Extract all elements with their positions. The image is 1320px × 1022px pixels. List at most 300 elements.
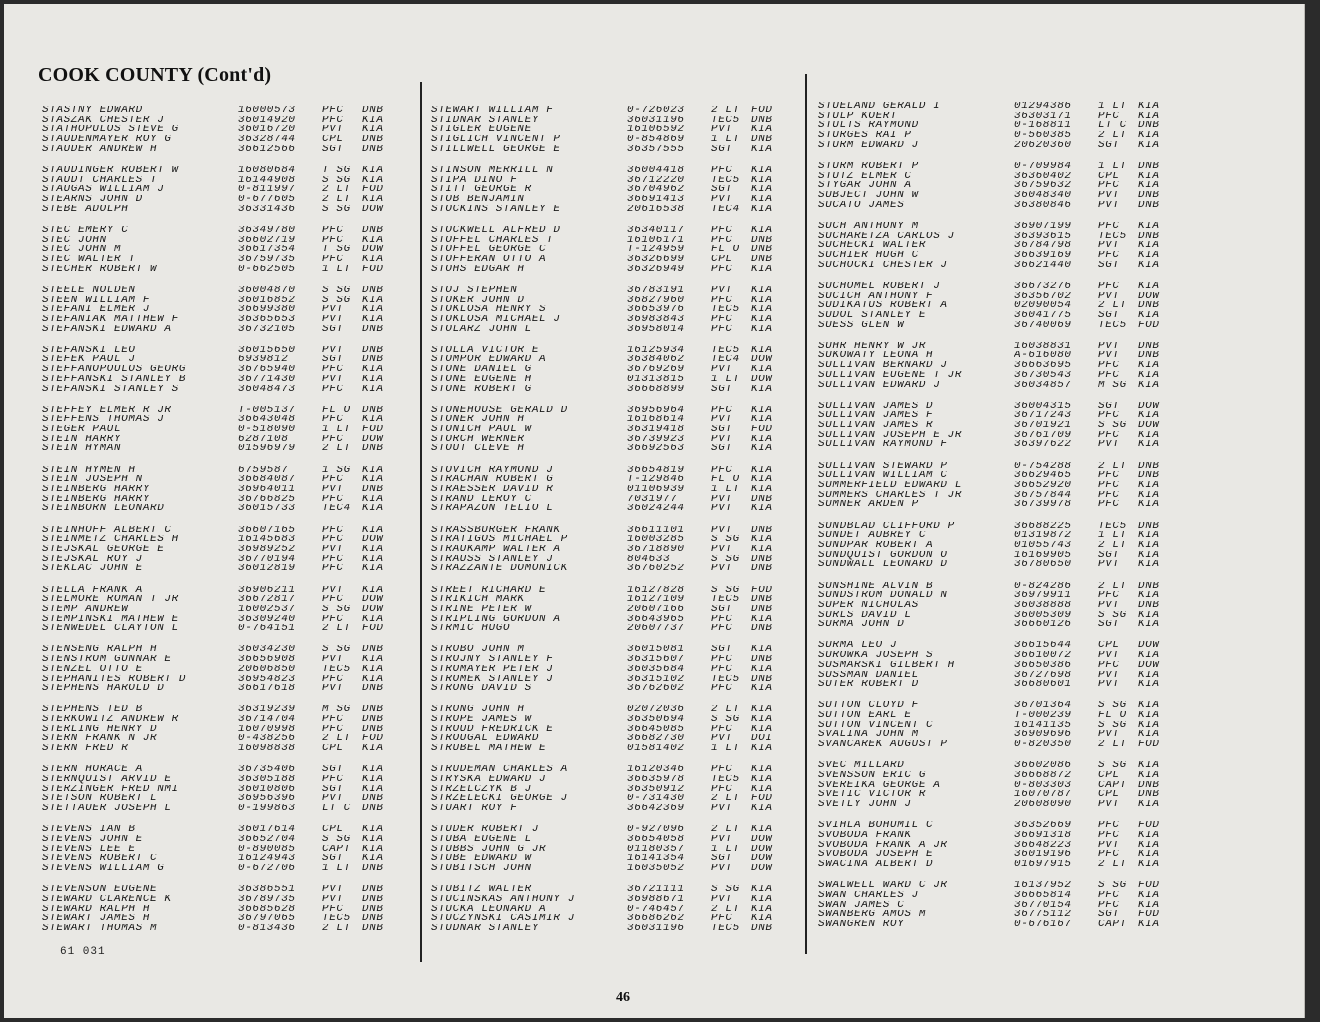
roster-group [42,885,422,933]
entry-status: DNB [1138,341,1160,352]
entry-name: SUNDET AUBREY C [818,531,927,541]
entry-status: DNB [362,894,384,905]
entry-status: KIA [1138,531,1160,541]
entry-status: DNB [1138,200,1160,211]
entry-name: STEPHENS TED B [42,705,143,716]
entry-name: STITT GEORGE R [431,185,532,195]
entry-status: KIA [1138,860,1160,870]
entry-name: STROUGAL EDWARD [431,734,540,745]
entry-grade: 2 LT [1098,461,1127,472]
entry-status: FOD [751,425,773,435]
roster-group [431,166,811,214]
entry-status: KIA [1138,440,1160,451]
entry-grade: PFC [322,365,344,375]
roster-entry [818,121,1198,131]
footer-code: 61 031 [60,946,106,958]
entry-grade: LT C [322,804,351,814]
entry-serial: 0-764151 [238,624,296,634]
entry-grade: PVT [711,834,733,845]
entry-serial: 36041775 [1014,310,1072,321]
entry-serial: 01055743 [1014,540,1072,551]
entry-serial: 0-731430 [627,794,685,805]
roster-entry [431,555,811,565]
entry-status: KIA [362,314,384,325]
entry-grade: PVT [1098,680,1120,690]
entry-serial: 16070787 [1014,790,1072,801]
entry-serial: 0-518090 [238,425,296,435]
roster-group [42,526,422,574]
entry-name: SWAN CHARLES J [818,890,919,901]
entry-grade: SGT [1098,140,1120,151]
entry-name: STEC JOHN M [42,245,122,255]
entry-serial: 16120346 [627,765,685,775]
roster-entry [42,504,422,514]
roster-entry [431,296,811,306]
entry-serial: 20608090 [1014,800,1072,810]
entry-serial: 20616538 [627,204,685,215]
entry-serial: 36989252 [238,544,296,555]
entry-grade: PVT [322,894,344,905]
roster-entry [42,624,422,634]
entry-serial: 36365653 [238,314,296,325]
roster-entry [42,116,422,126]
roster-group [818,641,1198,689]
entry-grade: PFC [711,225,733,236]
entry-name: SWANGREN ROY [818,919,905,930]
entry-grade: SGT [711,384,733,395]
entry-grade: S SG [322,175,351,186]
entry-grade: PVT [711,365,733,375]
entry-serial: 36827960 [627,295,685,306]
entry-status: KIA [362,844,384,855]
entry-status: DNB [362,405,384,416]
roster-entry [431,624,811,634]
entry-serial: 36701364 [1014,701,1072,712]
entry-name: STEEN WILLIAM F [42,295,151,306]
roster-entry [818,371,1198,381]
entry-status: KIA [1138,850,1160,860]
entry-name: STRIKICH MARK [431,595,525,605]
entry-serial: 36717243 [1014,411,1072,422]
roster-entry [431,425,811,435]
entry-serial: 36642369 [627,804,685,814]
entry-serial: 36607165 [238,525,296,536]
entry-grade: S SG [1098,421,1127,431]
roster-group [431,466,811,514]
entry-name: STEVENS LEE E [42,844,136,855]
roster-entry [42,385,422,395]
entry-grade: PFC [1098,591,1120,601]
roster-entry [431,305,811,315]
entry-name: STEBE ADOLPH [42,204,129,215]
entry-serial: 36672817 [238,595,296,605]
roster-entry [431,564,811,574]
roster-entry [42,365,422,375]
roster-entry [818,901,1198,911]
entry-serial: 16000573 [238,106,296,116]
roster-entry [431,346,811,356]
entry-name: STEFANSKI LEO [42,345,136,356]
entry-serial: 36730543 [1014,370,1072,381]
entry-serial: 16002537 [238,604,296,615]
entry-status: DNB [751,564,773,574]
entry-serial: 36019196 [1014,850,1072,860]
entry-serial: 36735406 [238,765,296,775]
roster-entry [42,794,422,804]
entry-name: SVOBODA FRANK [818,830,912,841]
entry-name: STEJSKAL ROY J [42,554,143,565]
roster-entry [431,675,811,685]
entry-name: STENZEL OTTO E [42,664,143,675]
entry-name: SUMMERS CHARLES T JR [818,490,963,501]
roster-entry [818,201,1198,211]
roster-entry [42,545,422,555]
entry-serial: 7031977 [627,494,678,505]
entry-serial: 36326699 [627,254,685,265]
entry-name: STEFFEY ELMER R JR [42,405,172,416]
entry-name: STIGLER EUGENE [431,125,532,136]
roster-group [431,406,811,454]
roster-entry [42,854,422,864]
entry-status: KIA [1138,250,1160,261]
entry-status: KIA [1138,591,1160,601]
entry-grade: PFC [711,324,733,335]
entry-serial: 36340117 [627,225,685,236]
entry-name: SUCICH ANTHONY F [818,291,934,302]
entry-serial: 36909696 [1014,730,1072,741]
entry-status: DNB [751,525,773,536]
entry-name: STRUDEMAN CHARLES A [431,765,568,775]
entry-serial: 36004870 [238,285,296,296]
entry-status: DNB [1138,521,1160,532]
entry-status: DNB [1138,780,1160,791]
entry-grade: T SG [322,165,351,176]
entry-status: DOW [751,854,773,864]
entry-status: KIA [1138,620,1160,630]
entry-serial: 01596979 [238,444,296,455]
entry-status: FOD [1138,740,1160,750]
entry-status: KIA [362,544,384,555]
entry-serial: 36650386 [1014,660,1072,671]
entry-name: STRAUKAMP WALTER A [431,544,561,555]
entry-status: KIA [1138,411,1160,422]
entry-name: SVEC MILLARD [818,761,905,771]
entry-grade: 2 LT [322,185,351,195]
roster-entry [818,522,1198,532]
roster-entry [431,526,811,536]
roster-entry [431,145,811,155]
entry-grade: TEC4 [711,355,740,366]
entry-name: STEARNS JOHN D [42,195,143,205]
roster-entry [431,226,811,236]
entry-status: FOD [362,264,384,275]
entry-name: SUNDBLAD CLIFFORD P [818,521,955,532]
entry-grade: 1 LT [711,844,740,855]
entry-name: SUNDSTROM DONALD N [818,591,948,601]
entry-status: KIA [751,765,773,775]
entry-status: DNB [362,794,384,805]
entry-name: SUCHOMEL ROBERT J [818,281,941,292]
roster-entry [818,241,1198,251]
entry-serial: 36319418 [627,425,685,435]
entry-status: KIA [1138,430,1160,441]
entry-status: DNB [1138,790,1160,801]
roster-entry [818,730,1198,740]
entry-status: KIA [751,485,773,495]
entry-grade: PFC [322,106,344,116]
roster-entry [431,286,811,296]
roster-entry [42,615,422,625]
entry-grade: 2 LT [322,734,351,745]
entry-serial: 16141135 [1014,720,1072,731]
roster-entry [42,564,422,574]
entry-serial: 36668872 [1014,771,1072,781]
roster-entry [431,595,811,605]
roster-entry [818,671,1198,681]
entry-serial: 36759632 [1014,181,1072,191]
entry-status: FOD [751,106,773,116]
entry-serial: 6287108 [238,434,289,445]
entry-name: STOMPOR EDWARD A [431,355,547,366]
roster-entry [818,620,1198,630]
roster-entry [42,106,422,116]
roster-entry [818,790,1198,800]
roster-entry [42,195,422,205]
roster-entry [818,850,1198,860]
entry-status: KIA [751,144,773,155]
entry-serial: 36319239 [238,705,296,716]
entry-status: DNB [1138,581,1160,592]
entry-grade: PFC [711,724,733,735]
entry-status: DNB [362,225,384,236]
entry-status: KIA [751,715,773,725]
roster-entry [431,734,811,744]
entry-status: KIA [751,264,773,275]
entry-grade: SGT [322,355,344,366]
roster-group [431,825,811,873]
roster-entry [818,440,1198,450]
entry-status: KIA [751,614,773,625]
roster-entry [42,535,422,545]
entry-name: STOHS EDGAR H [431,264,525,275]
roster-entry [818,591,1198,601]
entry-status: DNB [751,115,773,126]
entry-name: STRZELCZYK B J [431,784,532,795]
entry-name: STAUDER ANDREW H [42,144,158,155]
roster-entry [42,605,422,615]
entry-grade: PVT [711,544,733,555]
entry-status: KIA [362,525,384,536]
entry-name: STEVENS IAN B [42,825,136,835]
entry-name: STREET RICHARD E [431,585,547,596]
entry-serial: 16127828 [627,585,685,596]
entry-status: DNB [362,106,384,116]
entry-serial: 16035052 [627,864,685,874]
entry-serial: 804633 [627,554,671,565]
entry-name: STAUDT CHARLES T [42,175,158,186]
entry-serial: 36958014 [627,324,685,335]
roster-entry [818,311,1198,321]
entry-status: KIA [751,314,773,325]
entry-status: KIA [751,305,773,315]
entry-serial: 36643965 [627,614,685,625]
entry-name: STOFFEL CHARLES T [431,235,554,246]
entry-status: FOD [751,794,773,805]
entry-grade: 1 LT [1098,102,1127,112]
entry-serial: 0-746457 [627,904,685,915]
entry-grade: PVT [711,564,733,574]
entry-grade: PFC [322,564,344,574]
entry-grade: PFC [711,914,733,924]
entry-grade: 1 LT [322,264,351,275]
entry-status: DNB [751,624,773,634]
entry-serial: 36005309 [1014,610,1072,621]
entry-serial: 0-677605 [238,195,296,205]
entry-name: STONE EUGENE H [431,374,532,385]
roster-entry [818,841,1198,851]
entry-name: STOUT CLEVE H [431,444,525,455]
entry-serial: A-616080 [1014,351,1072,362]
entry-status: KIA [751,405,773,416]
entry-status: DOW [751,374,773,385]
entry-serial: 36350912 [627,784,685,795]
roster-group [431,586,811,634]
entry-grade: S SG [322,285,351,296]
entry-status: KIA [751,225,773,236]
entry-grade: PVT [322,485,344,495]
entry-serial: 36034230 [238,645,296,656]
roster-entry [431,895,811,905]
entry-name: STUDER ROBERT J [431,825,540,835]
entry-name: STRAPAZON TELIO L [431,504,554,515]
entry-status: DNB [1138,461,1160,472]
entry-name: STRYSKA EDWARD J [431,775,547,785]
entry-serial: 36016720 [238,125,296,136]
entry-grade: 2 LT [1098,860,1127,870]
entry-status: KIA [362,494,384,505]
entry-status: KIA [1138,919,1160,930]
entry-status: KIA [1138,771,1160,781]
entry-serial: 16003285 [627,535,685,545]
roster-entry [42,765,422,775]
entry-serial: 16080684 [238,165,296,176]
entry-serial: 36617354 [238,245,296,255]
roster-group [42,286,422,334]
roster-entry [431,785,811,795]
entry-serial: 0-709984 [1014,161,1072,172]
entry-name: STEIN JOSEPH N [42,475,143,485]
entry-grade: PFC [322,525,344,536]
entry-status: FOD [1138,910,1160,920]
entry-status: KIA [751,544,773,555]
entry-status: DNB [362,684,384,694]
roster-entry [818,261,1198,271]
entry-status: DNB [751,923,773,934]
roster-entry [818,781,1198,791]
entry-name: SULLIVAN RAYMOND F [818,440,948,451]
roster-entry [818,381,1198,391]
entry-status: KIA [751,684,773,694]
entry-name: STEKLAC JOHN E [42,564,143,574]
roster-entry [42,315,422,325]
entry-name: SWACINA ALBERT D [818,860,934,870]
entry-grade: PFC [1098,281,1120,292]
entry-status: KIA [362,504,384,515]
roster-entry [431,375,811,385]
entry-grade: SGT [711,854,733,864]
entry-name: STASTNY EDWARD [42,106,143,116]
entry-name: STENWEDEL CLAYTON L [42,624,179,634]
entry-grade: 2 LT [322,923,351,934]
entry-grade: TEC5 [711,595,740,605]
entry-status: KIA [751,295,773,306]
entry-serial: 36797065 [238,914,296,924]
entry-name: STEWART THOMAS M [42,923,158,934]
entry-status: KIA [751,475,773,485]
entry-name: SUDOL STANLEY E [818,310,927,321]
entry-status: KIA [362,775,384,785]
entry-grade: S SG [711,585,740,596]
roster-group [431,765,811,813]
entry-status: DNB [751,135,773,145]
entry-grade: PFC [322,475,344,485]
entry-status: DOW [751,834,773,845]
entry-serial: 36035684 [627,664,685,675]
entry-status: KIA [1138,711,1160,721]
roster-entry [431,236,811,246]
entry-serial: 36964011 [238,485,296,495]
roster-group [818,402,1198,450]
entry-grade: PFC [711,165,733,176]
entry-name: STEFANI ELMER J [42,305,151,315]
entry-name: STUBITZ WALTER [431,885,532,895]
entry-name: STEINBORN LEONARD [42,504,165,515]
entry-serial: 36665814 [1014,890,1072,901]
entry-serial: 36721111 [627,885,685,895]
entry-grade: PFC [711,784,733,795]
entry-name: SUCHECKI WALTER [818,241,927,251]
entry-serial: 36766825 [238,494,296,505]
roster-entry [818,881,1198,891]
entry-name: STUDNAR STANLEY [431,923,540,934]
roster-entry [431,885,811,895]
entry-name: SVEREIKA GEORGE A [818,780,941,791]
entry-serial: 36328744 [238,135,296,145]
roster-entry [42,675,422,685]
entry-serial: 16125934 [627,345,685,356]
entry-status: KIA [362,585,384,596]
entry-status: KIA [1138,900,1160,911]
roster-entry [818,222,1198,232]
entry-serial: 36315607 [627,655,685,665]
entry-name: STEIN HYMEN H [42,465,136,476]
entry-status: KIA [362,475,384,485]
entry-name: SVIHLA BOHUMIL C [818,821,934,831]
entry-status: DNB [751,604,773,615]
entry-name: SULLIVAN JAMES F [818,411,934,422]
entry-status: DOW [362,604,384,615]
roster-entry [431,605,811,615]
entry-status: KIA [751,645,773,656]
entry-status: DOW [1138,291,1160,302]
entry-status: KIA [362,305,384,315]
roster-entry [431,135,811,145]
entry-grade: TEC5 [322,914,351,924]
roster-entry [818,740,1198,750]
entry-name: STOLARZ JOHN L [431,324,532,335]
entry-grade: PFC [711,295,733,306]
entry-status: KIA [751,784,773,795]
